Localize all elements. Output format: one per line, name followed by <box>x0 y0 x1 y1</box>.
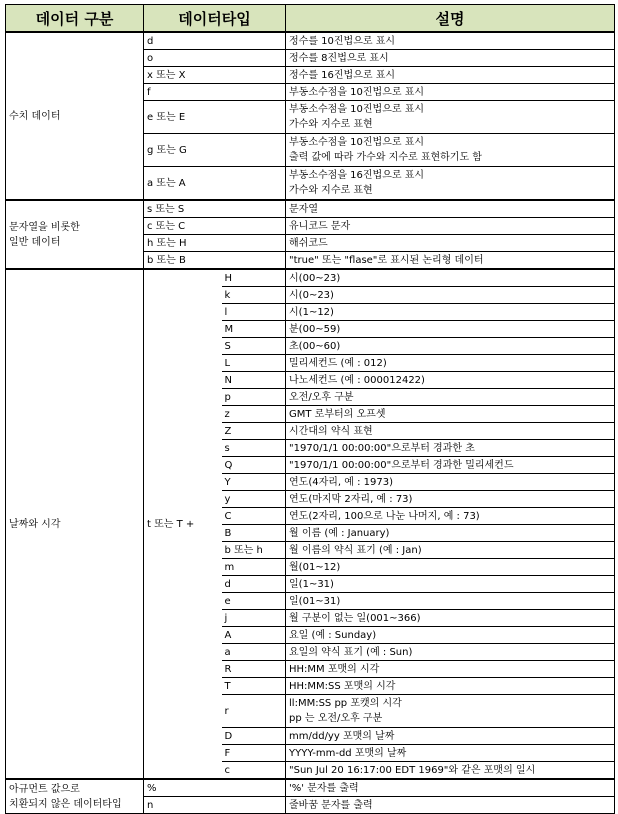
category-numeric: 수치 데이터 <box>6 32 144 200</box>
description <box>286 355 615 372</box>
description <box>286 508 615 525</box>
type-code: H <box>222 269 286 287</box>
desc-line: YYYY-mm-dd 포맷의 날짜 <box>289 747 407 759</box>
type-code: f <box>144 84 286 101</box>
description <box>286 167 615 201</box>
description <box>286 542 615 559</box>
description: '%' 문자를 출력 <box>286 779 615 797</box>
type-code: p <box>222 389 286 406</box>
desc-line: pp 는 오전/오후 구분 <box>289 713 383 724</box>
header-row <box>6 5 615 33</box>
desc-line: 요일의 약식 표기 (예 : Sun) <box>289 646 413 658</box>
header-type: 데이터타입 <box>144 5 286 33</box>
type-code: c <box>222 762 286 780</box>
type-code: z <box>222 406 286 423</box>
type-code: T <box>222 678 286 695</box>
desc-line: 월 구분이 없는 일(001~366) <box>289 612 421 624</box>
desc-line: GMT 로부터의 오프셋 <box>289 408 386 420</box>
desc-line: 시간대의 약식 표현 <box>289 425 373 437</box>
description <box>286 678 615 695</box>
table-row <box>6 269 615 287</box>
description <box>286 457 615 474</box>
desc-line: 정수를 16진법으로 표시 <box>289 69 396 81</box>
type-code: e 또는 E <box>144 101 286 134</box>
type-code: b 또는 B <box>144 252 286 270</box>
format-spec-table <box>5 4 615 814</box>
desc-line: 월 이름 (예 : January) <box>289 527 390 539</box>
desc-line: mm/dd/yy 포맷의 날짜 <box>289 730 395 742</box>
type-code: r <box>222 695 286 728</box>
description <box>286 304 615 321</box>
table-row <box>6 779 615 797</box>
type-code: S <box>222 338 286 355</box>
desc-line: 월(01~12) <box>289 561 341 573</box>
description <box>286 32 615 50</box>
desc-line: 시(00~23) <box>289 272 341 284</box>
desc-line: ll:MM:SS pp 포캣의 시각 <box>289 698 402 709</box>
type-code: h 또는 H <box>144 235 286 252</box>
desc-line: 가수와 지수로 표현 <box>289 185 373 196</box>
type-code: d <box>144 32 286 50</box>
description: "true" 또는 "flase"로 표시된 논리형 데이터 <box>286 252 615 270</box>
type-code: o <box>144 50 286 67</box>
desc-line: "Sun Jul 20 16:17:00 EDT 1969"와 같은 포맷의 일시 <box>289 764 536 776</box>
table-row <box>6 32 615 50</box>
description <box>286 338 615 355</box>
header-category: 데이터 구분 <box>6 5 144 33</box>
desc-line: 요일 (예 : Sunday) <box>289 629 377 641</box>
desc-line: 월 이름의 약식 표기 (예 : Jan) <box>289 544 422 556</box>
description <box>286 661 615 678</box>
description <box>286 269 615 287</box>
category-string <box>6 200 144 269</box>
description <box>286 610 615 627</box>
description <box>286 576 615 593</box>
description <box>286 593 615 610</box>
description <box>286 762 615 780</box>
description <box>286 491 615 508</box>
desc-line: 연도(2자리, 100으로 나눈 나머지, 예 : 73) <box>289 510 480 522</box>
type-code: j <box>222 610 286 627</box>
type-code: s <box>222 440 286 457</box>
type-code: Z <box>222 423 286 440</box>
type-code: d <box>222 576 286 593</box>
type-code: e <box>222 593 286 610</box>
desc-line: 아규먼트 값으로 <box>9 783 80 795</box>
desc-line: 일반 데이터 <box>9 236 61 248</box>
type-code: n <box>144 797 286 814</box>
table-row <box>6 200 615 218</box>
description <box>286 101 615 134</box>
type-code: g 또는 G <box>144 134 286 167</box>
desc-line: 정수를 8진법으로 표시 <box>289 52 389 64</box>
description <box>286 728 615 745</box>
desc-line: 시(1~12) <box>289 306 334 318</box>
type-code: k <box>222 287 286 304</box>
description <box>286 525 615 542</box>
description <box>286 84 615 101</box>
type-code: F <box>222 745 286 762</box>
type-code: Q <box>222 457 286 474</box>
type-code: c 또는 C <box>144 218 286 235</box>
description <box>286 627 615 644</box>
description <box>286 423 615 440</box>
type-code: L <box>222 355 286 372</box>
desc-line: 연도(마지막 2자리, 예 : 73) <box>289 493 413 505</box>
type-code: b 또는 h <box>222 542 286 559</box>
type-code: s 또는 S <box>144 200 286 218</box>
description: 유니코드 문자 <box>286 218 615 235</box>
description <box>286 321 615 338</box>
desc-line: "1970/1/1 00:00:00"으로부터 경과한 밀리세컨드 <box>289 459 514 471</box>
header-desc: 설명 <box>286 5 615 33</box>
desc-line: "1970/1/1 00:00:00"으로부터 경과한 초 <box>289 442 475 454</box>
description <box>286 695 615 728</box>
desc-line: 문자열을 비롯한 <box>9 221 80 233</box>
description <box>286 406 615 423</box>
type-code: a <box>222 644 286 661</box>
desc-line: 가수와 지수로 표현 <box>289 119 373 130</box>
description <box>286 745 615 762</box>
type-code: y <box>222 491 286 508</box>
desc-line: 분(00~59) <box>289 323 341 335</box>
description <box>286 389 615 406</box>
desc-line: HH:MM:SS 포맷의 시각 <box>289 680 396 692</box>
desc-line: 부동소수점을 10진법으로 표시 <box>289 137 425 148</box>
desc-line: 오전/오후 구분 <box>289 391 354 403</box>
desc-line: 부동소수점을 10진법으로 표시 <box>289 86 425 98</box>
type-code: C <box>222 508 286 525</box>
type-code: A <box>222 627 286 644</box>
type-code: Y <box>222 474 286 491</box>
type-code: a 또는 A <box>144 167 286 201</box>
type-code: M <box>222 321 286 338</box>
category-datetime: 날짜와 시각 <box>6 269 144 779</box>
type-code: D <box>222 728 286 745</box>
description <box>286 134 615 167</box>
description <box>286 474 615 491</box>
description: 줄바꿈 문자를 출력 <box>286 797 615 814</box>
description <box>286 644 615 661</box>
desc-line: 밀리세컨드 (예 : 012) <box>289 357 387 369</box>
desc-line: 시(0~23) <box>289 289 334 301</box>
desc-line: 부동소수점을 10진법으로 표시 <box>289 104 425 115</box>
desc-line: 출력 값에 따라 가수와 지수로 표현하기도 함 <box>289 152 482 163</box>
description <box>286 440 615 457</box>
desc-line: 연도(4자리, 예 : 1973) <box>289 476 394 488</box>
desc-line: 초(00~60) <box>289 340 341 352</box>
type-prefix: t 또는 T + <box>144 269 222 779</box>
type-code: m <box>222 559 286 576</box>
desc-line: 나노세컨드 (예 : 000012422) <box>289 374 425 386</box>
type-code: B <box>222 525 286 542</box>
category-other <box>6 779 144 814</box>
type-code: l <box>222 304 286 321</box>
desc-line: 일(01~31) <box>289 595 341 607</box>
desc-line: 일(1~31) <box>289 578 334 590</box>
desc-line: 부동소수점을 16진법으로 표시 <box>289 170 425 181</box>
description: 해쉬코드 <box>286 235 615 252</box>
type-code: x 또는 X <box>144 67 286 84</box>
type-code: % <box>144 779 286 797</box>
description <box>286 67 615 84</box>
description <box>286 372 615 389</box>
description <box>286 287 615 304</box>
type-code: N <box>222 372 286 389</box>
description <box>286 559 615 576</box>
type-code: R <box>222 661 286 678</box>
desc-line: HH:MM 포맷의 시각 <box>289 663 380 675</box>
description <box>286 50 615 67</box>
desc-line: 정수를 10진법으로 표시 <box>289 35 396 47</box>
description: 문자열 <box>286 200 615 218</box>
desc-line: 치환되지 않은 데이터타입 <box>9 798 122 810</box>
